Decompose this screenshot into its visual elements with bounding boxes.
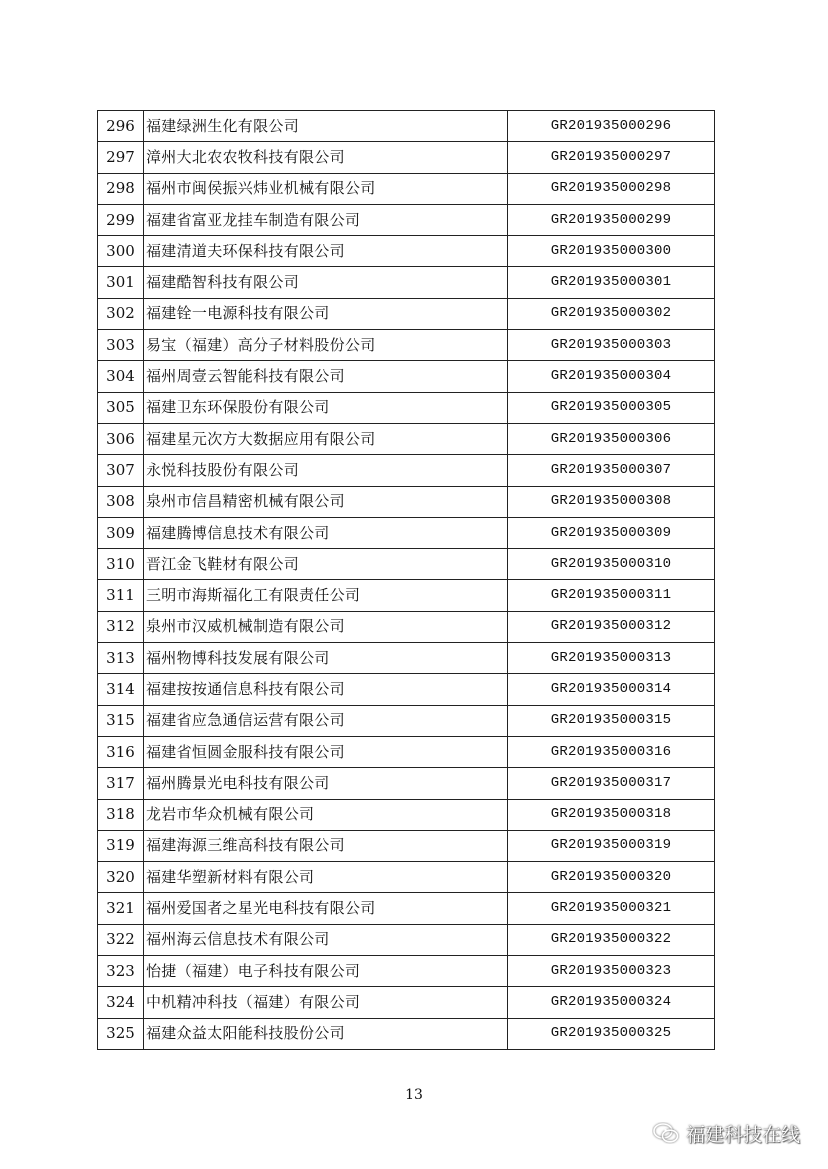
certificate-code: GR201935000319 [508,830,715,861]
row-number: 311 [98,580,144,611]
row-number: 296 [98,111,144,142]
row-number: 302 [98,298,144,329]
table-row [98,423,715,454]
table-row [98,580,715,611]
table-row [98,705,715,736]
company-name: 福建海源三维高科技有限公司 [144,830,508,861]
company-name: 福州物博科技发展有限公司 [144,643,508,674]
table-row [98,830,715,861]
company-name: 福州海云信息技术有限公司 [144,924,508,955]
table-row [98,142,715,173]
company-name: 怡捷（福建）电子科技有限公司 [144,956,508,987]
company-name: 福建卫东环保股份有限公司 [144,392,508,423]
company-name: 龙岩市华众机械有限公司 [144,799,508,830]
page-number: 13 [405,1087,423,1103]
certificate-code: GR201935000325 [508,1018,715,1049]
company-name: 福建华塑新材料有限公司 [144,862,508,893]
company-name: 福建铨一电源科技有限公司 [144,298,508,329]
row-number: 310 [98,549,144,580]
row-number: 312 [98,611,144,642]
row-number: 301 [98,267,144,298]
table-row [98,956,715,987]
certificate-code: GR201935000317 [508,768,715,799]
row-number: 309 [98,517,144,548]
company-name: 易宝（福建）高分子材料股份公司 [144,330,508,361]
certificate-code: GR201935000312 [508,611,715,642]
row-number: 315 [98,705,144,736]
row-number: 299 [98,204,144,235]
table-row [98,204,715,235]
company-name: 福建酷智科技有限公司 [144,267,508,298]
table-row [98,517,715,548]
table-row [98,643,715,674]
certificate-code: GR201935000298 [508,173,715,204]
table-row [98,330,715,361]
certificate-code: GR201935000301 [508,267,715,298]
certificate-code: GR201935000296 [508,111,715,142]
company-name: 泉州市信昌精密机械有限公司 [144,486,508,517]
certificate-code: GR201935000313 [508,643,715,674]
row-number: 303 [98,330,144,361]
certificate-code: GR201935000316 [508,736,715,767]
row-number: 313 [98,643,144,674]
certificate-code: GR201935000308 [508,486,715,517]
row-number: 319 [98,830,144,861]
company-name: 中机精冲科技（福建）有限公司 [144,987,508,1018]
row-number: 321 [98,893,144,924]
company-name: 福州市闽侯振兴炜业机械有限公司 [144,173,508,204]
certificate-code: GR201935000324 [508,987,715,1018]
company-name: 福建省恒圆金服科技有限公司 [144,736,508,767]
company-name: 福建绿洲生化有限公司 [144,111,508,142]
certificate-code: GR201935000322 [508,924,715,955]
row-number: 325 [98,1018,144,1049]
table-row [98,893,715,924]
company-name: 漳州大北农农牧科技有限公司 [144,142,508,173]
table-row [98,768,715,799]
table-row [98,267,715,298]
company-name: 福建按按通信息科技有限公司 [144,674,508,705]
company-name: 三明市海斯福化工有限责任公司 [144,580,508,611]
company-name: 福州周壹云智能科技有限公司 [144,361,508,392]
watermark [652,1121,800,1145]
company-table-body [98,111,715,1050]
certificate-code: GR201935000305 [508,392,715,423]
table-row [98,111,715,142]
company-name: 福州爱国者之星光电科技有限公司 [144,893,508,924]
certificate-code: GR201935000302 [508,298,715,329]
row-number: 323 [98,956,144,987]
certificate-code: GR201935000306 [508,423,715,454]
table-row [98,1018,715,1049]
table-row [98,486,715,517]
row-number: 317 [98,768,144,799]
certificate-code: GR201935000299 [508,204,715,235]
certificate-code: GR201935000310 [508,549,715,580]
table-row [98,549,715,580]
company-name: 福建省富亚龙挂车制造有限公司 [144,204,508,235]
table-row [98,862,715,893]
certificate-code: GR201935000300 [508,236,715,267]
company-name: 泉州市汉威机械制造有限公司 [144,611,508,642]
company-name: 福建星元次方大数据应用有限公司 [144,423,508,454]
certificate-code: GR201935000303 [508,330,715,361]
certificate-code: GR201935000315 [508,705,715,736]
table-row [98,236,715,267]
table-row [98,392,715,423]
row-number: 307 [98,455,144,486]
company-table [97,110,715,1050]
row-number: 305 [98,392,144,423]
row-number: 316 [98,736,144,767]
company-name: 福建众益太阳能科技股份公司 [144,1018,508,1049]
table-row [98,455,715,486]
company-name: 永悦科技股份有限公司 [144,455,508,486]
company-name: 福建清道夫环保科技有限公司 [144,236,508,267]
watermark-text: 福建科技在线 [685,1123,800,1146]
table-row [98,173,715,204]
wechat-icon [652,1122,680,1144]
table-row [98,799,715,830]
row-number: 314 [98,674,144,705]
company-name: 福建省应急通信运营有限公司 [144,705,508,736]
row-number: 297 [98,142,144,173]
certificate-code: GR201935000297 [508,142,715,173]
row-number: 318 [98,799,144,830]
row-number: 300 [98,236,144,267]
certificate-code: GR201935000323 [508,956,715,987]
table-row [98,361,715,392]
row-number: 308 [98,486,144,517]
table-row [98,611,715,642]
certificate-code: GR201935000311 [508,580,715,611]
certificate-code: GR201935000309 [508,517,715,548]
company-name: 福州腾景光电科技有限公司 [144,768,508,799]
row-number: 304 [98,361,144,392]
company-name: 晋江金飞鞋材有限公司 [144,549,508,580]
certificate-code: GR201935000320 [508,862,715,893]
company-name: 福建腾博信息技术有限公司 [144,517,508,548]
table-row [98,736,715,767]
row-number: 322 [98,924,144,955]
table-row [98,674,715,705]
row-number: 320 [98,862,144,893]
row-number: 306 [98,423,144,454]
certificate-code: GR201935000321 [508,893,715,924]
certificate-code: GR201935000304 [508,361,715,392]
table-row [98,924,715,955]
table-row [98,298,715,329]
certificate-code: GR201935000307 [508,455,715,486]
table-row [98,987,715,1018]
certificate-code: GR201935000314 [508,674,715,705]
certificate-code: GR201935000318 [508,799,715,830]
row-number: 298 [98,173,144,204]
row-number: 324 [98,987,144,1018]
